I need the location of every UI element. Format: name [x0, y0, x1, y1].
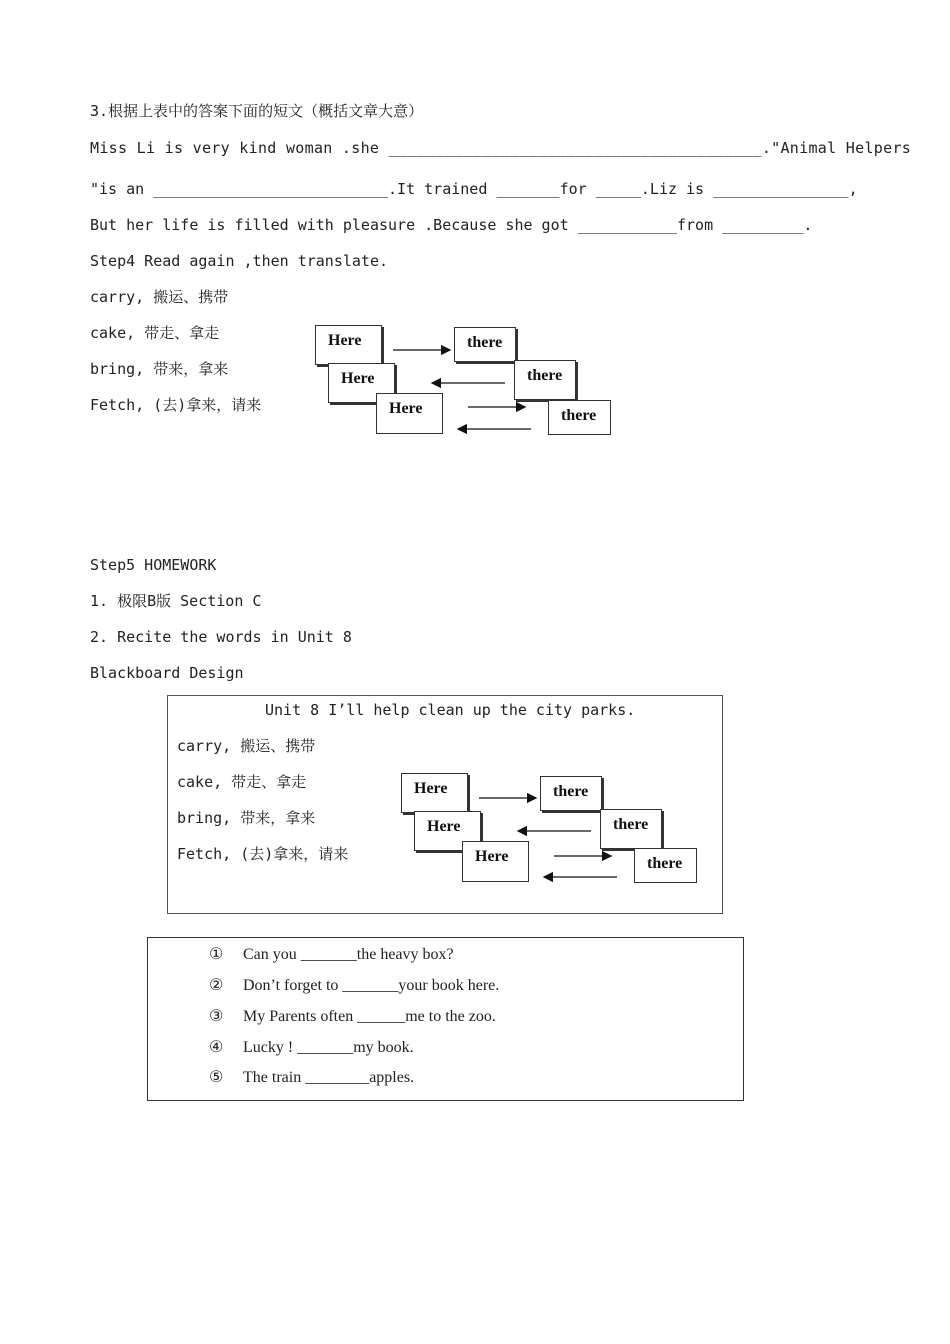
exercise-text: Can you _______the heavy box?	[243, 946, 454, 963]
step4-title: Step4 Read again ,then translate.	[90, 252, 389, 270]
bb-vocab-fetch: Fetch, (去)拿来，请来	[177, 845, 349, 863]
exercise-item	[209, 1037, 414, 1057]
vocab-carry: carry, 搬运、携带	[90, 288, 229, 306]
exercise-number: ⑤	[209, 1069, 224, 1086]
here-box: Here	[376, 393, 443, 434]
homework-item-2: 2. Recite the words in Unit 8	[90, 628, 352, 646]
blackboard-label: Blackboard Design	[90, 664, 244, 682]
exercise-text: The train ________apples.	[243, 1069, 415, 1086]
here-box: Here	[315, 325, 382, 365]
exercise-item	[209, 1067, 414, 1087]
exercise-number: ②	[209, 977, 224, 994]
there-box: there	[634, 848, 697, 883]
there-box: there	[514, 360, 576, 400]
exercise-text: Lucky ! _______my book.	[243, 1039, 414, 1056]
vocab-bring: bring, 带来，拿来	[90, 360, 229, 378]
homework-item-1: 1. 极限B版 Section C	[90, 592, 262, 610]
exercise-number: ③	[209, 1008, 224, 1025]
there-box: there	[454, 327, 516, 362]
summary-line-1: Miss Li is very kind woman .she ________________________________________."Animal Helpers	[90, 139, 912, 157]
exercise-item	[209, 944, 454, 964]
here-box: Here	[328, 363, 395, 403]
blackboard-title: Unit 8 I’ll help clean up the city parks.	[265, 701, 636, 719]
exercise-text: Don’t forget to _______your book here.	[243, 977, 500, 994]
exercise-item	[209, 1006, 496, 1026]
there-box: there	[540, 776, 602, 811]
vocab-cake: cake, 带走、拿走	[90, 324, 220, 342]
summary-line-2: "is an __________________________.It trained _______for _____.Liz is _______________,	[90, 180, 858, 198]
bb-vocab-bring: bring, 带来，拿来	[177, 809, 316, 827]
summary-line-3: But her life is filled with pleasure .Because she got ___________from _________.	[90, 216, 813, 234]
exercise-number: ④	[209, 1039, 224, 1056]
exercise-text: My Parents often ______me to the zoo.	[243, 1008, 496, 1025]
here-box: Here	[462, 841, 529, 882]
there-box: there	[548, 400, 611, 435]
exercise-item	[209, 975, 499, 995]
step5-title: Step5 HOMEWORK	[90, 556, 217, 574]
there-box: there	[600, 809, 662, 849]
here-box: Here	[401, 773, 468, 813]
bb-vocab-cake: cake, 带走、拿走	[177, 773, 307, 791]
here-box: Here	[414, 811, 481, 851]
section3-heading: 3.根据上表中的答案下面的短文（概括文章大意）	[90, 102, 424, 120]
vocab-fetch: Fetch, (去)拿来，请来	[90, 396, 262, 414]
bb-vocab-carry: carry, 搬运、携带	[177, 737, 316, 755]
exercise-number: ①	[209, 946, 224, 963]
